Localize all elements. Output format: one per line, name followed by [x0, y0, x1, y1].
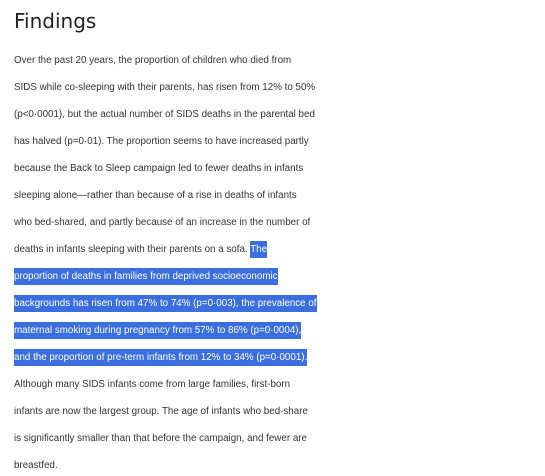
text-line: Although many SIDS infants come from large families, first-born [14, 379, 291, 390]
text-line: is significantly smaller than that before the campaign, and fewer are [14, 433, 307, 444]
text-line: breastfed. [14, 460, 58, 471]
text-line [14, 263, 545, 290]
section-heading: Findings [14, 9, 97, 33]
text-line [14, 317, 545, 344]
text-line: Over the past 20 years, the proportion of children who died from [14, 55, 292, 66]
text-line: has halved (p=0·01). The proportion seems to have increased partly [14, 136, 309, 147]
text-line: sleeping alone—rather than because of a rise in deaths of infants [14, 190, 297, 201]
text-line: (p<0·0001), but the actual number of SIDS deaths in the parental bed [14, 109, 315, 120]
selected-text: maternal smoking during pregnancy from 57% to 86% (p=0·0004), [14, 322, 301, 339]
findings-paragraph[interactable] [14, 47, 545, 476]
text-line [14, 290, 545, 317]
selected-text: and the proportion of pre-term infants from 12% to 34% (p=0·0001). [14, 349, 307, 366]
text-line: who bed-shared, and partly because of an increase in the number of [14, 217, 311, 228]
selected-text: backgrounds has risen from 47% to 74% (p=0·003), the prevalence of [14, 295, 317, 312]
text-line: because the Back to Sleep campaign led to fewer deaths in infants [14, 163, 304, 174]
selected-text: proportion of deaths in families from deprived socioeconomic [14, 268, 278, 285]
text-line: infants are now the largest group. The age of infants who bed-share [14, 406, 308, 417]
text-line [14, 344, 545, 371]
text-line: SIDS while co-sleeping with their parents, has risen from 12% to 50% [14, 82, 316, 93]
selected-text: The [250, 241, 267, 258]
text-line: deaths in infants sleeping with their parents on a sofa. The [14, 236, 545, 263]
